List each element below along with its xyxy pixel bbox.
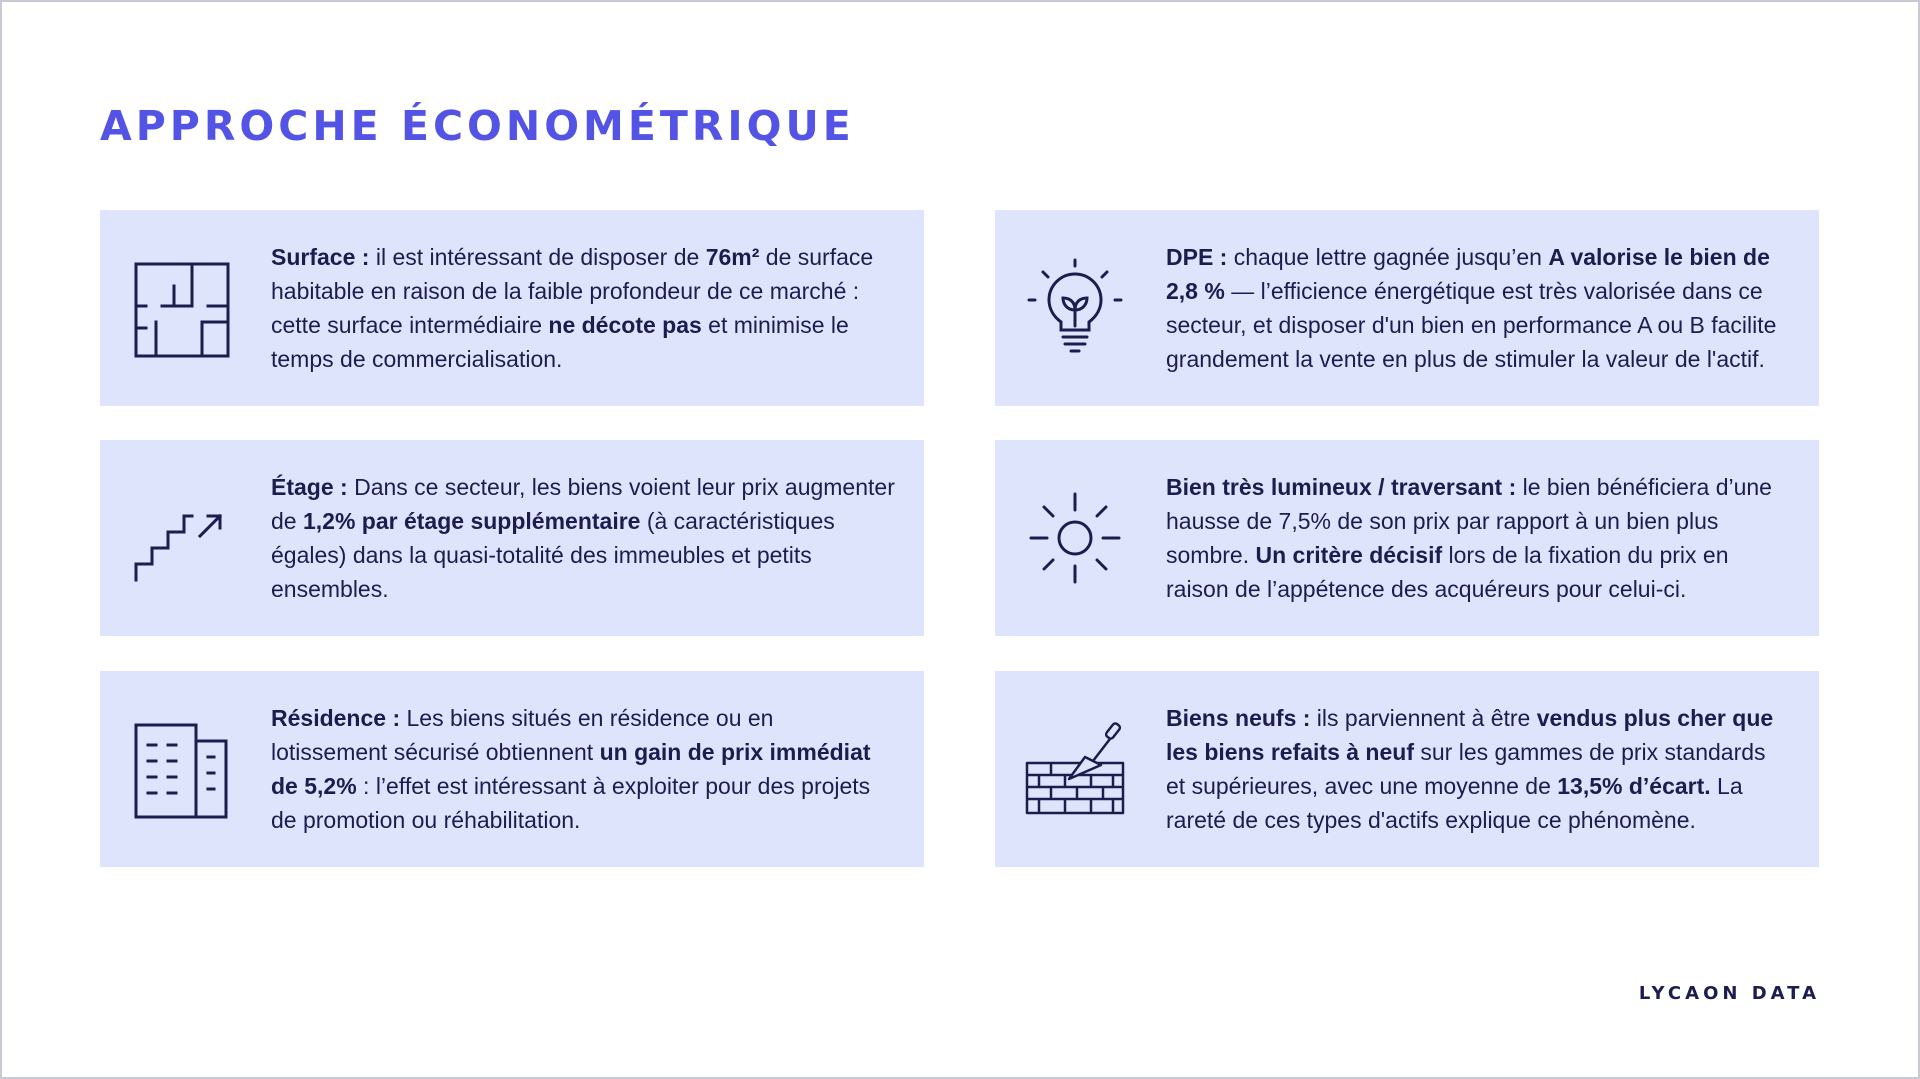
page-title: APPROCHE ÉCONOMÉTRIQUE [100,102,855,150]
card-text-bold: Biens neufs : [1166,705,1311,731]
brand-logo-text: LYCAON DATA [1638,983,1820,1004]
card-text-segment: chaque lettre gagnée jusqu’en [1227,244,1549,270]
card-text-segment: et minimise le temps de commercialisation. [271,312,849,372]
card-text-bold: vendus plus cher que les biens refaits à neuf [1166,705,1774,765]
card-text-segment: le bien bénéficiera d’une hausse de 7,5% de son prix par rapport à un bien plus sombre. [1166,474,1772,568]
card-text-segment: ils parviennent à être [1310,705,1537,731]
card-surface [100,210,924,406]
lightbulb-icon [1023,256,1127,360]
card-text-bold: 13,5% d’écart. [1557,773,1711,799]
floor-plan-icon [128,256,232,360]
card-text [1166,701,1791,837]
card-text [1166,470,1791,606]
card-text-bold: Surface : [271,244,370,270]
card-text-segment: (à caractéristiques égales) dans la quasi-totalité des immeubles et petits ensembles. [271,508,835,602]
card-text-segment: de surface habitable en raison de la faible profondeur de ce marché : cette surface intermédiaire [271,244,874,338]
card-text-bold: Un critère décisif [1255,542,1443,568]
card-text-segment: : l’effet est intéressant à exploiter pour des projets de promotion ou réhabilitation. [271,773,871,833]
card-text-segment: il est intéressant de disposer de [369,244,706,270]
card-text-bold: DPE : [1166,244,1228,270]
card-text-bold: Étage : [271,474,348,500]
card-text-bold: A valorise le bien de 2,8 % [1166,244,1770,304]
card-text-segment: Dans ce secteur, les biens voient leur prix augmenter de [271,474,895,534]
card-biens-neufs [995,671,1819,867]
card-text-segment: Les biens situés en résidence ou en lotissement sécurisé obtiennent [271,705,774,765]
card-text-segment: — l’efficience énergétique est très valorisée dans ce secteur, et disposer d'un bien en performance A ou B facilite grandement la vente en plus de stimuler la valeur de l'actif. [1166,278,1777,372]
sun-icon [1023,486,1127,590]
card-text [271,470,896,606]
card-text [1166,240,1791,376]
brick-wall-trowel-icon [1023,717,1127,821]
card-text-bold: ne décote pas [548,312,702,338]
card-text-bold: 1,2% par étage supplémentaire [302,508,641,534]
card-text-segment: sur les gammes de prix standards et supérieures, avec une moyenne de [1166,739,1766,799]
card-text-segment: La rareté de ces types d'actifs explique ce phénomène. [1166,773,1743,833]
card-lumineux [995,440,1819,636]
card-text-bold: Bien très lumineux / traversant : [1166,474,1517,500]
stairs-icon [128,486,232,590]
card-text-bold: Résidence : [271,705,401,731]
card-text [271,701,896,837]
card-dpe [995,210,1819,406]
card-text-segment: lors de la fixation du prix en raison de l’appétence des acquéreurs pour celui-ci. [1166,542,1729,602]
building-icon [128,717,232,821]
card-residence [100,671,924,867]
card-text [271,240,896,376]
card-text-bold: un gain de prix immédiat de 5,2% [271,739,871,799]
card-text-bold: 76m² [705,244,760,270]
card-etage [100,440,924,636]
